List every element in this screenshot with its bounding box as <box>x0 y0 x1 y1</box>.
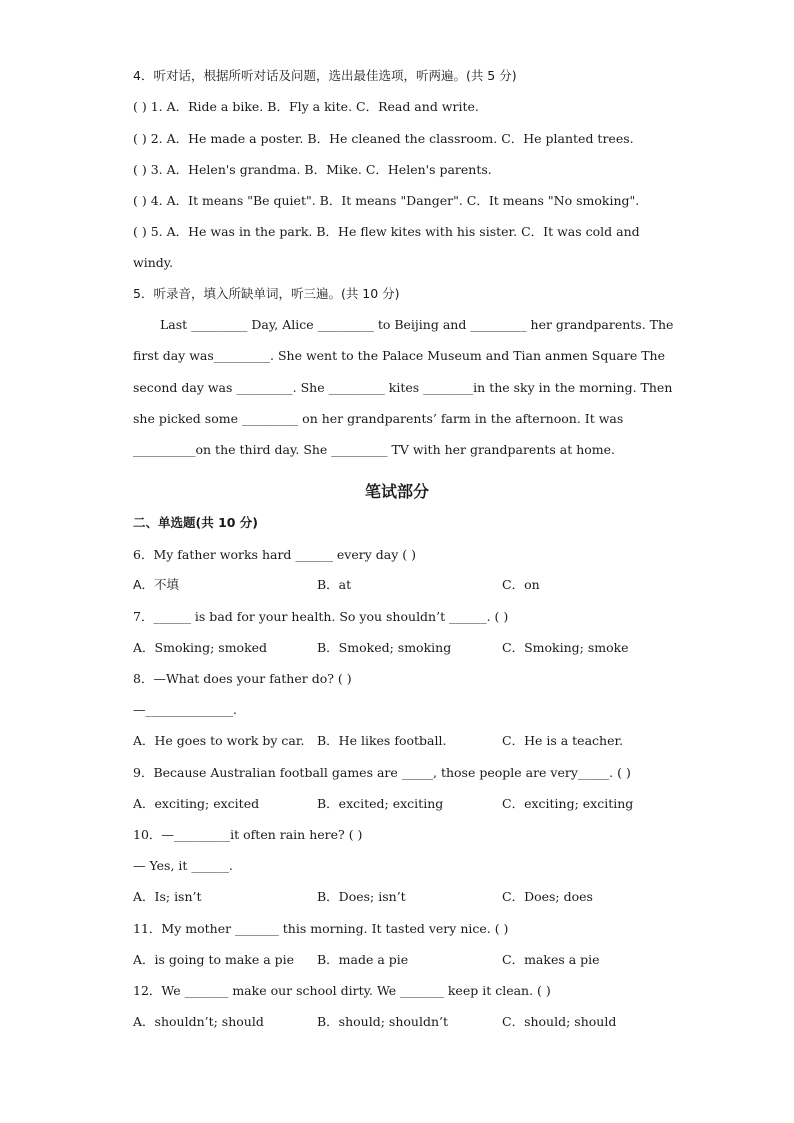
question-6: 6．My father works hard ______ every day ( ) <box>133 547 416 562</box>
question-10-reply: — Yes, it ______. <box>133 858 233 873</box>
listen-4-item-2: ( ) 2. A．He made a poster. B．He cleaned the classroom. C．He planted trees. <box>133 131 634 146</box>
question-7: 7．______ is bad for your health. So you shouldn’t ______. ( ) <box>133 609 509 624</box>
q8-option-a: A．He goes to work by car. <box>133 733 305 748</box>
q7-option-c: C．Smoking; smoke <box>502 640 629 655</box>
question-11: 11．My mother _______ this morning. It tasted very nice. ( ) <box>133 921 509 936</box>
q6-option-b: B．at <box>317 577 352 592</box>
question-8: 8．—What does your father do? ( ) <box>133 671 352 686</box>
q12-option-b: B．should; shouldn’t <box>317 1014 448 1029</box>
listen-5-line-5: __________on the third day. She _________ TV with her grandparents at home. <box>133 442 616 457</box>
q11-option-a: A．is going to make a pie <box>133 952 295 967</box>
listen-5-line-2: first day was_________. She went to the Palace Museum and Tian anmen Square The <box>133 348 666 363</box>
q8-option-b: B．He likes football. <box>317 733 447 748</box>
q10-option-a: A．Is; isn’t <box>133 889 202 904</box>
q9-option-a: A．exciting; excited <box>133 796 260 811</box>
question-12: 12．We _______ make our school dirty. We _______ keep it clean. ( ) <box>133 983 551 998</box>
listen-5-line-1: Last _________ Day, Alice _________ to Beijing and _________ her grandparents. The <box>160 317 674 332</box>
q6-option-a: A．不填 <box>133 577 180 592</box>
listen-4-item-4: ( ) 4. A．It means "Be quiet". B．It means "Danger". C．It means "No smoking". <box>133 193 640 208</box>
q10-option-c: C．Does; does <box>502 889 593 904</box>
q12-option-a: A．shouldn’t; should <box>133 1014 264 1029</box>
q7-option-b: B．Smoked; smoking <box>317 640 452 655</box>
listen-4-item-5: ( ) 5. A．He was in the park. B．He flew kites with his sister. C．It was cold and <box>133 224 640 239</box>
question-10: 10．—_________it often rain here? ( ) <box>133 827 363 842</box>
listen-5-line-3: second day was _________. She _________ kites ________in the sky in the morning. Then <box>133 380 673 395</box>
q8-option-c: C．He is a teacher. <box>502 733 624 748</box>
q7-option-a: A．Smoking; smoked <box>133 640 268 655</box>
written-part-title: 笔试部分 <box>364 482 429 501</box>
q11-option-c: C．makes a pie <box>502 952 600 967</box>
listen-5-line-4: she picked some _________ on her grandparents’ farm in the afternoon. It was <box>133 411 624 426</box>
listen-5-heading: 5．听录音，填入所缺单词，听三遍。(共 10 分) <box>133 286 400 301</box>
q11-option-b: B．made a pie <box>317 952 409 967</box>
question-8-reply: —______________. <box>133 702 237 717</box>
listen-4-item-5-cont: windy. <box>133 255 174 270</box>
q10-option-b: B．Does; isn’t <box>317 889 406 904</box>
q9-option-c: C．exciting; exciting <box>502 796 634 811</box>
q6-option-c: C．on <box>502 577 540 592</box>
listen-4-heading: 4．听对话，根据所听对话及问题，选出最佳选项，听两遍。(共 5 分) <box>133 68 517 83</box>
single-choice-heading: 二、单选题(共 10 分) <box>133 515 259 530</box>
listen-4-item-1: ( ) 1. A．Ride a bike. B．Fly a kite. C．Read and write. <box>133 99 479 114</box>
q12-option-c: C．should; should <box>502 1014 617 1029</box>
q9-option-b: B．excited; exciting <box>317 796 444 811</box>
question-9: 9．Because Australian football games are _____, those people are very_____. ( ) <box>133 765 631 780</box>
listen-4-item-3: ( ) 3. A．Helen's grandma. B．Mike. C．Helen's parents. <box>133 162 492 177</box>
